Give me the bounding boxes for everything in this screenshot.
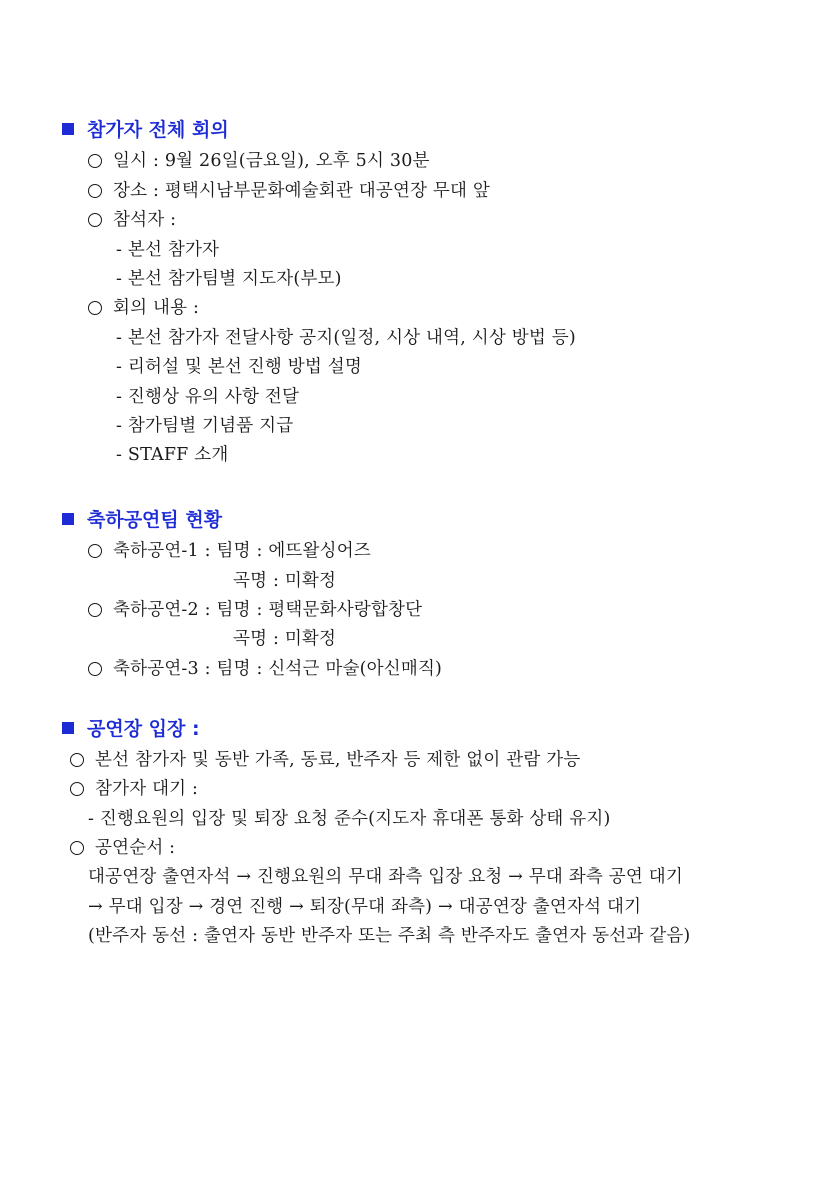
- section-heading-entry: 공연장 입장 :: [62, 717, 200, 741]
- sub-item: 곡명 : 미확정: [233, 571, 337, 591]
- list-item: 축하공연-3 : 팀명 : 신석근 마술(아신매직): [88, 658, 442, 680]
- list-item: 장소 : 평택시남부문화예술회관 대공연장 무대 앞: [88, 180, 490, 202]
- circle-bullet-icon: [70, 841, 84, 855]
- list-item: 참석자 :: [88, 209, 176, 231]
- list-item: 공연순서 :: [70, 837, 175, 859]
- sub-item: - 리허설 및 본선 진행 방법 설명: [116, 357, 362, 377]
- section-heading-performance: 축하공연팀 현황: [62, 508, 222, 532]
- circle-bullet-icon: [70, 782, 84, 796]
- circle-bullet-icon: [88, 213, 102, 227]
- list-item: 일시 : 9월 26일(금요일), 오후 5시 30분: [88, 150, 430, 172]
- square-bullet-icon: [62, 722, 74, 734]
- sub-item: 곡명 : 미확정: [233, 629, 337, 649]
- circle-bullet-icon: [88, 662, 102, 676]
- circle-bullet-icon: [70, 753, 84, 767]
- sub-item: - 본선 참가자 전달사항 공지(일정, 시상 내역, 시상 방법 등): [116, 328, 576, 348]
- circle-bullet-icon: [88, 603, 102, 617]
- list-item: 참가자 대기 :: [70, 778, 198, 800]
- sub-item: - STAFF 소개: [116, 445, 229, 465]
- circle-bullet-icon: [88, 301, 102, 315]
- square-bullet-icon: [62, 123, 74, 135]
- list-item: 축하공연-2 : 팀명 : 평택문화사랑합창단: [88, 599, 422, 621]
- sub-item: - 진행요원의 입장 및 퇴장 요청 준수(지도자 휴대폰 통화 상태 유지): [88, 809, 611, 829]
- sub-item: - 본선 참가자: [116, 240, 220, 260]
- list-item: 축하공연-1 : 팀명 : 에뜨왈싱어즈: [88, 540, 371, 562]
- square-bullet-icon: [62, 513, 74, 525]
- circle-bullet-icon: [88, 544, 102, 558]
- sub-item: - 진행상 유의 사항 전달: [116, 387, 300, 407]
- list-item: 회의 내용 :: [88, 297, 199, 319]
- section-heading-meeting: 참가자 전체 회의: [62, 118, 229, 142]
- sub-item: - 본선 참가팀별 지도자(부모): [116, 269, 342, 289]
- list-item: 본선 참가자 및 동반 가족, 동료, 반주자 등 제한 없이 관람 가능: [70, 749, 580, 771]
- sub-item: (반주자 동선 : 출연자 동반 반주자 또는 주최 측 반주자도 출연자 동선과 같음): [88, 926, 691, 946]
- sub-item: 대공연장 출연자석 → 진행요원의 무대 좌측 입장 요청 → 무대 좌측 공연 대기: [88, 867, 683, 887]
- sub-item: → 무대 입장 → 경연 진행 → 퇴장(무대 좌측) → 대공연장 출연자석 대기: [88, 897, 642, 917]
- sub-item: - 참가팀별 기념품 지급: [116, 416, 294, 436]
- circle-bullet-icon: [88, 184, 102, 198]
- circle-bullet-icon: [88, 154, 102, 168]
